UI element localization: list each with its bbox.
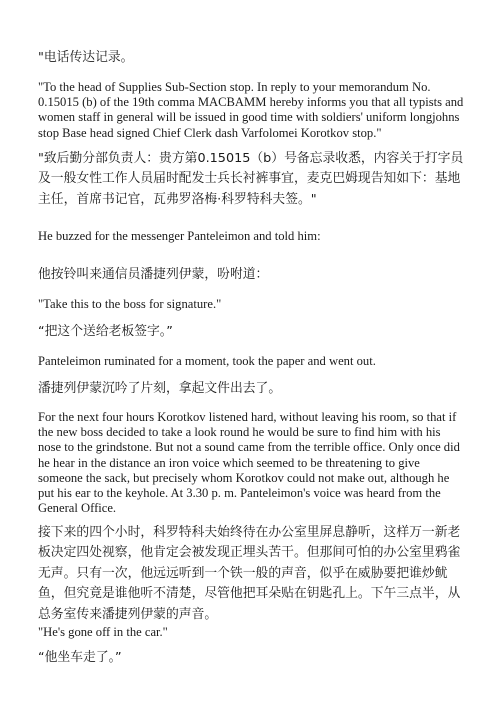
- paragraph-en-2: He buzzed for the messenger Panteleimon and told him:: [38, 229, 321, 243]
- paragraph-en-4: Panteleimon ruminated for a moment, took the paper and went out.: [38, 354, 376, 368]
- paragraph-zh-2: "致后勤分部负责人：贵方第0.15015（b）号备忘录收悉，内容关于打字员及一般女性工作人员届时配发士兵长衬裤事宜，麦克巴姆现告知如下：基地主任，首席书记官，瓦弗罗洛梅·科罗特科夫签。": [38, 151, 464, 207]
- paragraph-en-3: "Take this to the boss for signature.": [38, 297, 222, 311]
- paragraph-en-5: For the next four hours Korotkov listened hard, without leaving his room, so that if the new boss decided to take a look round he would be sure to find him with his nose to the grindstone. But not a sound came from the terrible office. Only once did he hear in the distance an iron voice which seemed to be threatening to give someone the sack, but precisely whom Korotkov could not make out, although he put his ear to the keyhole. At 3.30 p. m. Panteleimon's voice was heard from the General Office.: [38, 410, 460, 516]
- paragraph-zh-4: “把这个送给老板签字。”: [38, 324, 173, 339]
- paragraph-zh-3: 他按铃叫来通信员潘捷列伊蒙，吩咐道：: [38, 267, 269, 282]
- paragraph-zh-5: 潘捷列伊蒙沉吟了片刻，拿起文件出去了。: [38, 381, 282, 396]
- paragraph-en-1: "To the head of Supplies Sub-Section stop. In reply to your memorandum No. 0.15015 (b) of the 19th comma MACBAMM hereby informs you that all typists and women staff in general will be issued in good time with soldiers' uniform longjohns stop Base head signed Chief Clerk dash Varfolomei Korotkov stop.": [38, 80, 464, 140]
- paragraph-zh-6: 接下来的四个小时，科罗特科夫始终待在办公室里屏息静听，这样万一新老板决定四处视察，他肯定会被发现正埋头苦干。但那间可怕的办公室里鸦雀无声。只有一次，他远远听到一个铁一般的声音，似乎在威胁要把谁炒鱿鱼，但究竟是谁他听不清楚，尽管他把耳朵贴在钥匙孔上。下午三点半，从总务室传来潘捷列伊蒙的声音。: [38, 525, 461, 622]
- paragraph-en-6: "He's gone off in the car.": [38, 625, 168, 639]
- paragraph-zh-7: “他坐车走了。”: [38, 650, 122, 665]
- paragraph-zh-1: "电话传达记录。: [38, 50, 134, 65]
